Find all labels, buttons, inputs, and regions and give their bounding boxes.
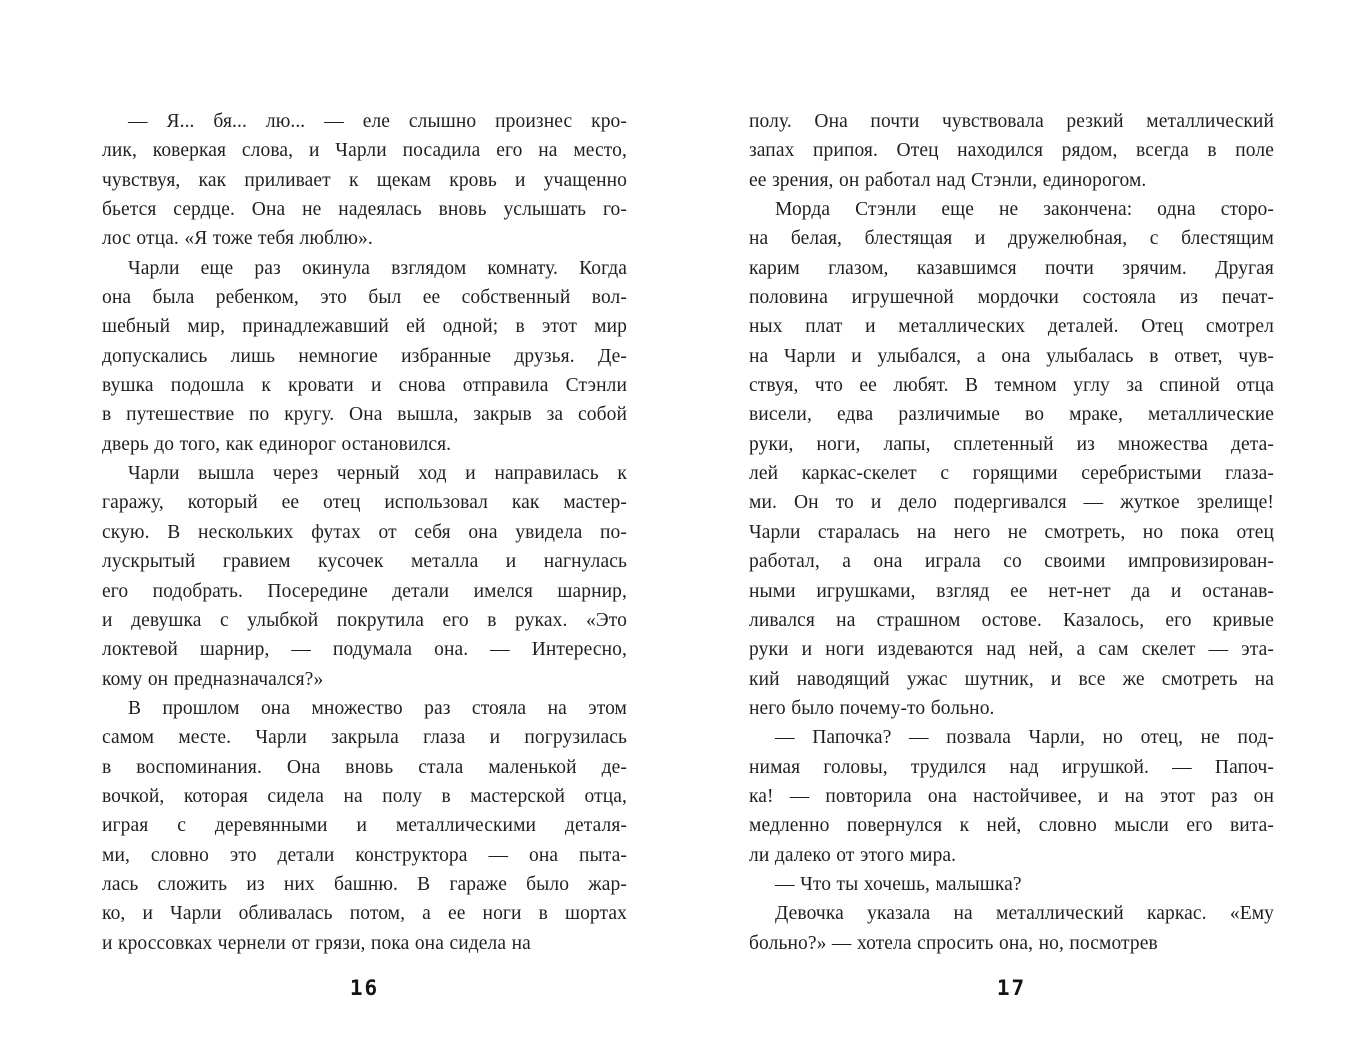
text-line: руки и ноги издеваются над ней, а сам скелет — эта- (749, 639, 1274, 661)
text-line: и девушка с улыбкой покрутила его в руках. «Это (102, 609, 627, 631)
page-number-left: 16 (349, 976, 380, 1000)
text-line: лик, коверкая слова, и Чарли посадила его на место, (102, 140, 627, 162)
text-line: В прошлом она множество раз стояла на этом (128, 697, 627, 719)
text-line: лей каркас-скелет с горящими серебристыми глаза- (749, 463, 1274, 485)
text-line: на белая, блестящая и дружелюбная, с блестящим (749, 228, 1274, 250)
text-line: больно?» — хотела спросить она, но, посмотрев (749, 932, 1158, 954)
text-line: кий наводящий ужас шутник, и все же смотреть на (749, 668, 1274, 690)
page-number-right: 17 (996, 976, 1027, 1000)
text-line: ко, и Чарли обливалась потом, а ее ноги в шортах (102, 903, 627, 925)
text-line: нимая головы, трудился над игрушкой. — Папоч- (749, 756, 1274, 778)
text-line: Чарли еще раз окинула взглядом комнату. Когда (128, 257, 627, 279)
text-line: шебный мир, принадлежавший ей одной; в этот мир (102, 316, 627, 338)
paragraph (749, 899, 1274, 958)
paragraph (749, 723, 1274, 870)
text-line: в путешествие по кругу. Она вышла, закрыв за собой (102, 404, 627, 426)
text-line: в воспоминания. Она вновь стала маленькой де- (102, 756, 627, 778)
text-line: карим глазом, казавшимся почти зрячим. Другая (749, 257, 1274, 279)
text-line: ливался на страшном остове. Казалось, его кривые (749, 609, 1274, 631)
text-line: кому он предназначался?» (102, 668, 324, 690)
text-line: Чарли вышла через черный ход и направилась к (128, 463, 627, 485)
text-line: вочкой, которая сидела на полу в мастерской отца, (102, 785, 627, 807)
text-line: медленно повернулся к ней, словно мысли его вита- (749, 815, 1274, 837)
page-text-right (749, 107, 1274, 958)
paragraph (749, 870, 1274, 899)
text-line: ных плат и металлических деталей. Отец смотрел (749, 316, 1274, 338)
text-line: ли далеко от этого мира. (749, 844, 957, 866)
text-line: на Чарли и улыбался, а она улыбалась в ответ, чув- (749, 345, 1274, 367)
book-page-right (749, 0, 1274, 1045)
text-line: вушка подошла к кровати и снова отправила Стэнли (102, 375, 627, 397)
paragraph (102, 459, 627, 694)
text-line: половина игрушечной мордочки состояла из печат- (749, 287, 1274, 309)
paragraph (102, 694, 627, 958)
text-line: него было почему-то больно. (749, 697, 995, 719)
text-line: работал, а она играла со своими импровизирован- (749, 551, 1274, 573)
page-text-left (102, 107, 627, 958)
text-line: руки, ноги, лапы, сплетенный из множества дета- (749, 433, 1274, 455)
text-line: самом месте. Чарли закрыла глаза и погрузилась (102, 727, 627, 749)
text-line: лускрытый гравием кусочек металла и нагнулась (102, 551, 627, 573)
text-line: лос отца. «Я тоже тебя люблю». (102, 228, 373, 250)
text-line: — Папочка? — позвала Чарли, но отец, не под- (775, 727, 1274, 749)
text-line: — Я... бя... лю... — еле слышно произнес кро- (128, 111, 627, 132)
text-line: она была ребенком, это был ее собственный вол- (102, 287, 627, 309)
text-line: его подобрать. Посередине детали имелся шарнир, (102, 580, 627, 602)
text-line: ми, словно это детали конструктора — она пыта- (102, 844, 627, 866)
text-line: локтевой шарнир, — подумала она. — Интересно, (102, 639, 627, 661)
paragraph (102, 107, 627, 254)
text-line: ми. Он то и дело подергивался — жуткое зрелище! (749, 492, 1274, 514)
text-line: Чарли старалась на него не смотреть, но пока отец (749, 521, 1274, 543)
text-line: гаражу, который ее отец использовал как мастер- (102, 492, 627, 514)
text-line: дверь до того, как единорог остановился. (102, 433, 452, 455)
text-line: Девочка указала на металлический каркас. «Ему (775, 903, 1274, 925)
text-line: запах припоя. Отец находился рядом, всегда в поле (749, 140, 1274, 162)
text-line: ствуя, что ее любят. В темном углу за спиной отца (749, 375, 1274, 397)
paragraph (102, 254, 627, 459)
text-line: играя с деревянными и металлическими деталя- (102, 815, 627, 837)
text-line: ными игрушками, взгляд ее нет-нет да и останав- (749, 580, 1274, 602)
text-line: ка! — повторила она настойчивее, и на этот раз он (749, 785, 1274, 807)
text-line: скую. В нескольких футах от себя она увидела по- (102, 521, 627, 543)
text-line: Морда Стэнли еще не закончена: одна сторо- (775, 199, 1274, 221)
text-line: полу. Она почти чувствовала резкий металлический (749, 111, 1274, 132)
text-line: ее зрения, он работал над Стэнли, единорогом. (749, 169, 1147, 191)
paragraph (749, 195, 1274, 723)
text-line: висели, едва различимые во мраке, металлические (749, 404, 1274, 426)
book-page-left (102, 0, 627, 1045)
paragraph (749, 107, 1274, 195)
text-line: и кроссовках чернели от грязи, пока она сидела на (102, 932, 531, 954)
text-line: лась сложить из них башню. В гараже было жар- (102, 873, 627, 895)
text-line: допускались лишь немногие избранные друзья. Де- (102, 345, 627, 367)
text-line: — Что ты хочешь, малышка? (775, 873, 1022, 895)
text-line: чувствуя, как приливает к щекам кровь и учащенно (102, 169, 627, 191)
text-line: бьется сердце. Она не надеялась вновь услышать го- (102, 199, 627, 221)
